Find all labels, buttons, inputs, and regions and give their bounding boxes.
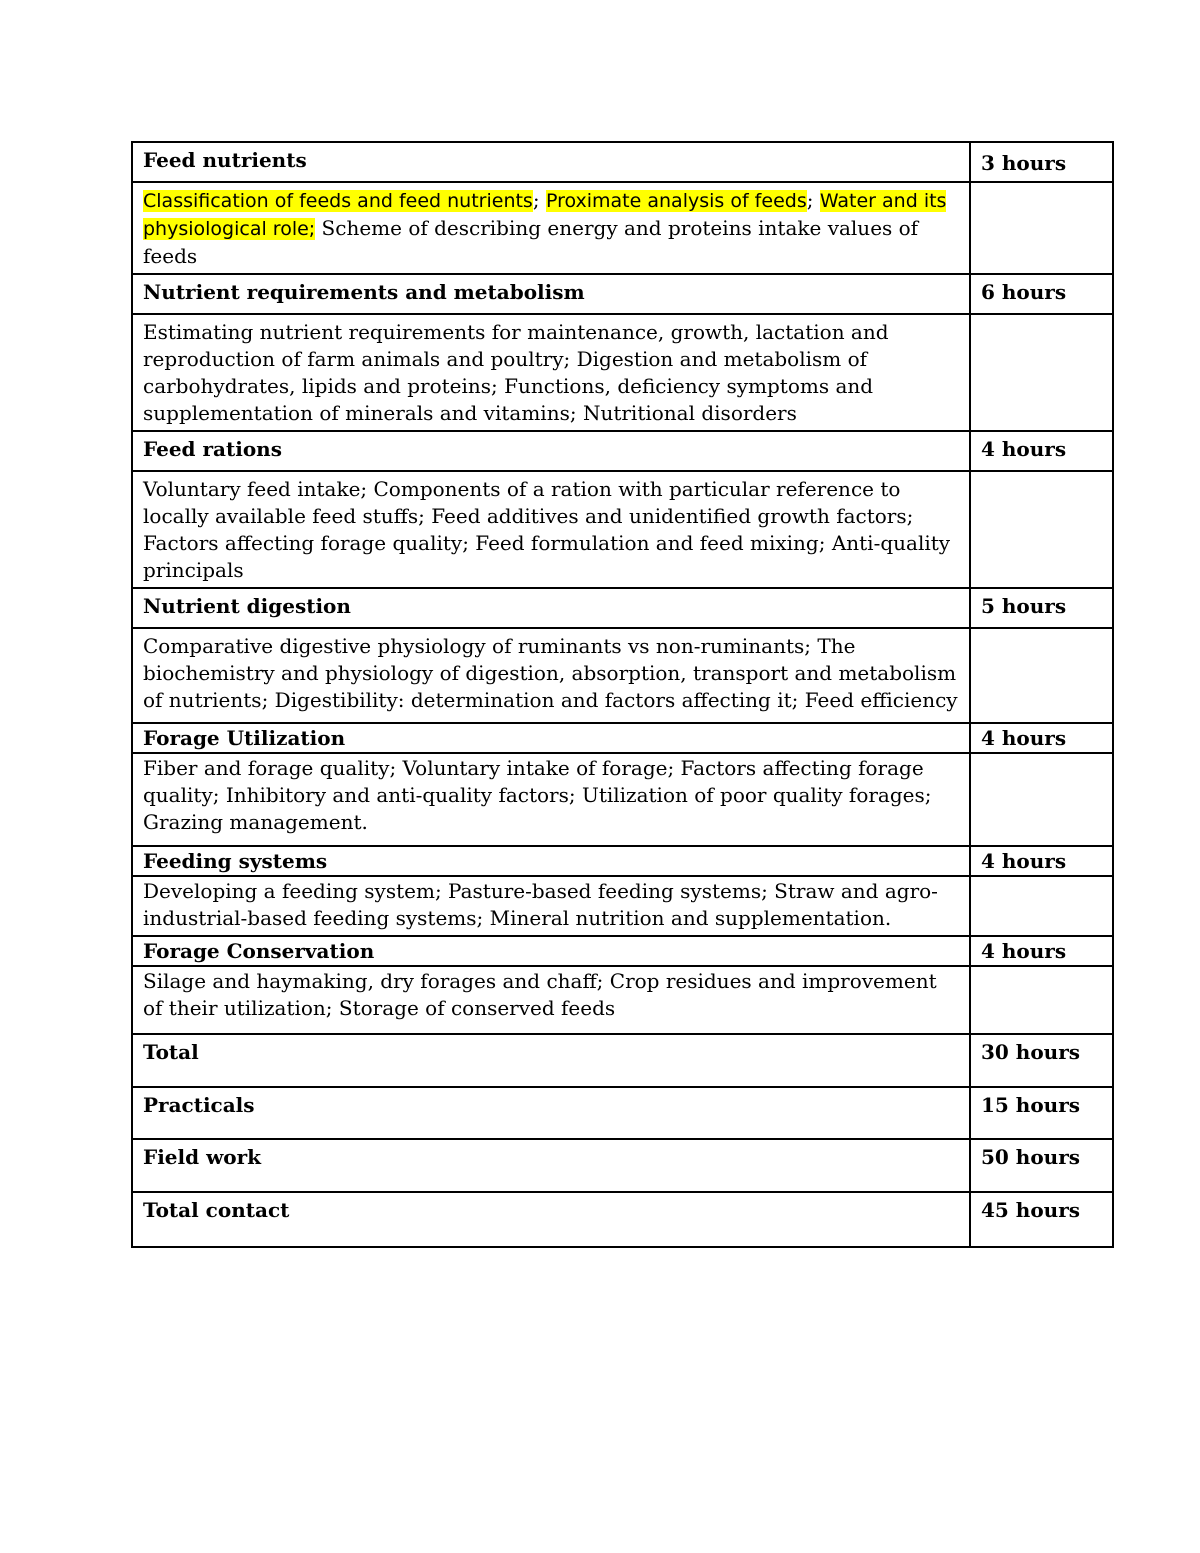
- total-row: [132, 1139, 1113, 1192]
- topic-row: [132, 588, 1113, 628]
- empty-cell: [970, 182, 1113, 274]
- topic-description: Fiber and forage quality; Voluntary intake of forage; Factors affecting forage quality; Inhibitory and anti-quality factors; Utilization of poor quality forages; Grazing management.: [132, 753, 970, 846]
- topic-hours: 5 hours: [970, 588, 1113, 628]
- text-fragment: ;: [532, 188, 546, 212]
- total-hours: 30 hours: [970, 1034, 1113, 1087]
- empty-cell: [970, 628, 1113, 723]
- empty-cell: [970, 966, 1113, 1034]
- topic-row: [132, 431, 1113, 471]
- total-row: [132, 1034, 1113, 1087]
- topic-description: [132, 182, 970, 274]
- highlighted-text: Proximate analysis of feeds: [545, 190, 807, 212]
- total-label: Practicals: [132, 1087, 970, 1139]
- topic-hours: 4 hours: [970, 723, 1113, 753]
- topic-title: Feed rations: [132, 431, 970, 471]
- topic-description: Developing a feeding system; Pasture-based feeding systems; Straw and agro-industrial-based feeding systems; Mineral nutrition and supplementation.: [132, 876, 970, 936]
- topic-row: [132, 142, 1113, 182]
- topic-title: Forage Utilization: [132, 723, 970, 753]
- topic-title: Forage Conservation: [132, 936, 970, 966]
- empty-cell: [970, 876, 1113, 936]
- topic-hours: 4 hours: [970, 431, 1113, 471]
- topic-description: Comparative digestive physiology of ruminants vs non-ruminants; The biochemistry and physiology of digestion, absorption, transport and metabolism of nutrients; Digestibility: determination and factors affecting it; Feed efficiency: [132, 628, 970, 723]
- highlighted-text: Classification of feeds and feed nutrients: [143, 190, 533, 212]
- topic-row: [132, 936, 1113, 966]
- topic-hours: 4 hours: [970, 936, 1113, 966]
- topic-row: [132, 723, 1113, 753]
- total-hours: 50 hours: [970, 1139, 1113, 1192]
- topic-hours: 3 hours: [970, 142, 1113, 182]
- topic-description-row: [132, 753, 1113, 846]
- topic-description: Silage and haymaking, dry forages and chaff; Crop residues and improvement of their utilization; Storage of conserved feeds: [132, 966, 970, 1034]
- empty-cell: [970, 471, 1113, 588]
- topic-title: Feeding systems: [132, 846, 970, 876]
- topic-hours: 4 hours: [970, 846, 1113, 876]
- topic-description: Estimating nutrient requirements for maintenance, growth, lactation and reproduction of farm animals and poultry; Digestion and metabolism of carbohydrates, lipids and proteins; Functions, deficiency symptoms and supplementation of minerals and vitamins; Nutritional disorders: [132, 314, 970, 431]
- text-fragment: ;: [806, 188, 820, 212]
- total-hours: 15 hours: [970, 1087, 1113, 1139]
- topic-title: Nutrient requirements and metabolism: [132, 274, 970, 314]
- topic-title: Nutrient digestion: [132, 588, 970, 628]
- total-row: [132, 1087, 1113, 1139]
- topic-row: [132, 274, 1113, 314]
- total-hours: 45 hours: [970, 1192, 1113, 1247]
- total-label: Total contact: [132, 1192, 970, 1247]
- text-fragment: Scheme of describing energy and proteins intake values of feeds: [143, 216, 919, 268]
- topic-description: Voluntary feed intake; Components of a ration with particular reference to locally available feed stuffs; Feed additives and unidentified growth factors; Factors affecting forage quality; Feed formulation and feed mixing; Anti-quality principals: [132, 471, 970, 588]
- topic-description-row: [132, 628, 1113, 723]
- topic-row: [132, 846, 1113, 876]
- empty-cell: [970, 314, 1113, 431]
- highlighted-text: Water and its physiological role;: [143, 190, 947, 240]
- syllabus-table: [131, 141, 1114, 1248]
- topic-title: Feed nutrients: [132, 142, 970, 182]
- total-label: Total: [132, 1034, 970, 1087]
- topic-description-row: [132, 471, 1113, 588]
- topic-description-row: [132, 182, 1113, 274]
- topic-hours: 6 hours: [970, 274, 1113, 314]
- topic-description-row: [132, 876, 1113, 936]
- total-label: Field work: [132, 1139, 970, 1192]
- topic-description-row: [132, 314, 1113, 431]
- topic-description-row: [132, 966, 1113, 1034]
- empty-cell: [970, 753, 1113, 846]
- total-row: [132, 1192, 1113, 1247]
